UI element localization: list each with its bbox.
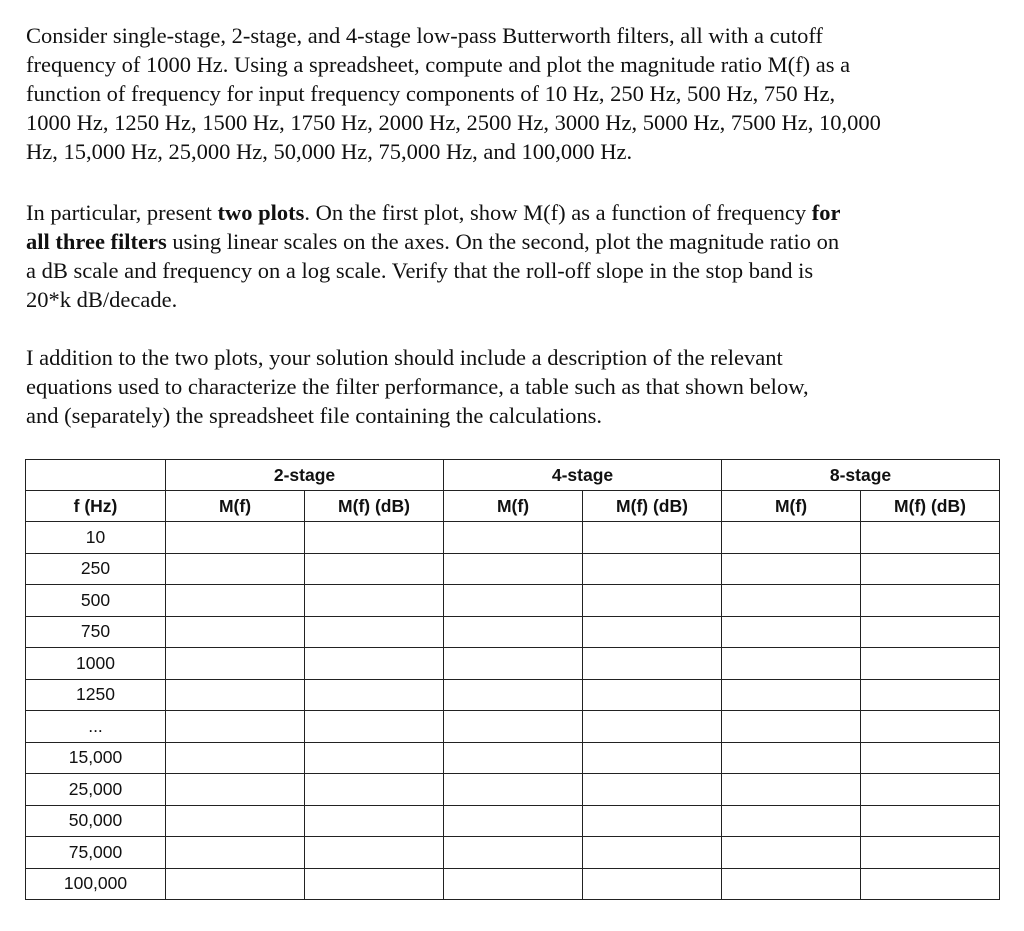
text-line — [26, 285, 841, 314]
empty-value-cell — [861, 742, 1000, 774]
empty-value-cell — [583, 774, 722, 806]
table-row — [26, 648, 1000, 680]
problem-paragraph-1 — [26, 21, 881, 166]
text-line — [26, 372, 809, 401]
empty-value-cell — [305, 648, 444, 680]
table-row — [26, 711, 1000, 743]
bold-text: two plots — [217, 200, 305, 225]
table-row — [26, 742, 1000, 774]
group-header-4-stage: 4-stage — [444, 460, 722, 491]
empty-value-cell — [722, 679, 861, 711]
frequency-cell: 1250 — [26, 679, 166, 711]
text-segment: using linear scales on the axes. On the second, plot the magnitude ratio on — [166, 229, 840, 254]
empty-value-cell — [444, 553, 583, 585]
table-row — [26, 805, 1000, 837]
empty-value-cell — [861, 868, 1000, 900]
empty-value-cell — [305, 616, 444, 648]
empty-value-cell — [722, 553, 861, 585]
empty-value-cell — [305, 522, 444, 554]
empty-value-cell — [861, 616, 1000, 648]
empty-value-cell — [305, 679, 444, 711]
empty-value-cell — [444, 679, 583, 711]
frequency-cell: 500 — [26, 585, 166, 617]
empty-value-cell — [722, 837, 861, 869]
mf-header: M(f) — [444, 491, 583, 522]
empty-value-cell — [444, 522, 583, 554]
text-segment: . On the first plot, show M(f) as a function of frequency — [304, 200, 812, 225]
empty-value-cell — [583, 805, 722, 837]
empty-value-cell — [166, 553, 305, 585]
empty-value-cell — [861, 522, 1000, 554]
empty-value-cell — [583, 711, 722, 743]
bold-text: for — [811, 200, 841, 225]
empty-value-cell — [583, 522, 722, 554]
text-segment: and (separately) the spreadsheet file containing the calculations. — [26, 403, 603, 428]
text-segment: a dB scale and frequency on a log scale. Verify that the roll-off slope in the stop band is — [26, 258, 814, 283]
frequency-cell: 750 — [26, 616, 166, 648]
group-header-row — [26, 460, 1000, 491]
text-segment: equations used to characterize the filter performance, a table such as that shown below, — [26, 374, 809, 399]
empty-value-cell — [444, 837, 583, 869]
table-row — [26, 868, 1000, 900]
text-line — [26, 227, 841, 256]
text-segment: In particular, present — [26, 200, 218, 225]
text-line — [26, 79, 881, 108]
freq-header: f (Hz) — [26, 491, 166, 522]
table-row — [26, 837, 1000, 869]
empty-value-cell — [305, 805, 444, 837]
empty-value-cell — [305, 742, 444, 774]
group-header-2-stage: 2-stage — [166, 460, 444, 491]
text-segment: Consider single-stage, 2-stage, and 4-stage low-pass Butterworth filters, all with a cutoff — [26, 23, 823, 48]
empty-value-cell — [166, 522, 305, 554]
empty-value-cell — [166, 585, 305, 617]
empty-value-cell — [305, 553, 444, 585]
frequency-cell: 25,000 — [26, 774, 166, 806]
empty-value-cell — [444, 774, 583, 806]
table-row — [26, 553, 1000, 585]
empty-value-cell — [861, 837, 1000, 869]
text-segment: frequency of 1000 Hz. Using a spreadsheet, compute and plot the magnitude ratio M(f) as a — [26, 52, 851, 77]
mf-db-header: M(f) (dB) — [305, 491, 444, 522]
empty-value-cell — [166, 648, 305, 680]
table-row — [26, 522, 1000, 554]
frequency-cell: 75,000 — [26, 837, 166, 869]
empty-value-cell — [444, 711, 583, 743]
empty-value-cell — [444, 648, 583, 680]
text-line — [26, 198, 841, 227]
table-row — [26, 679, 1000, 711]
empty-value-cell — [722, 711, 861, 743]
empty-value-cell — [305, 585, 444, 617]
empty-value-cell — [722, 585, 861, 617]
text-line — [26, 137, 881, 166]
empty-value-cell — [166, 616, 305, 648]
empty-value-cell — [305, 774, 444, 806]
frequency-cell: 1000 — [26, 648, 166, 680]
problem-paragraph-2 — [26, 198, 841, 314]
table-row — [26, 774, 1000, 806]
text-segment: 1000 Hz, 1250 Hz, 1500 Hz, 1750 Hz, 2000 Hz, 2500 Hz, 3000 Hz, 5000 Hz, 7500 Hz, 10,000 — [26, 110, 881, 135]
problem-paragraph-3 — [26, 343, 809, 430]
empty-value-cell — [166, 837, 305, 869]
frequency-cell: 50,000 — [26, 805, 166, 837]
text-line — [26, 21, 881, 50]
empty-header-cell — [26, 460, 166, 491]
text-line — [26, 108, 881, 137]
empty-value-cell — [305, 868, 444, 900]
empty-value-cell — [722, 868, 861, 900]
text-segment: I addition to the two plots, your solution should include a description of the relevant — [26, 345, 783, 370]
results-table — [25, 459, 1000, 900]
empty-value-cell — [444, 585, 583, 617]
table-row — [26, 585, 1000, 617]
empty-value-cell — [861, 585, 1000, 617]
mf-header: M(f) — [722, 491, 861, 522]
empty-value-cell — [305, 837, 444, 869]
empty-value-cell — [166, 711, 305, 743]
bold-text: all three filters — [26, 229, 167, 254]
column-header-row — [26, 491, 1000, 522]
empty-value-cell — [166, 868, 305, 900]
empty-value-cell — [583, 679, 722, 711]
empty-value-cell — [583, 868, 722, 900]
empty-value-cell — [166, 774, 305, 806]
frequency-cell: ... — [26, 711, 166, 743]
empty-value-cell — [444, 868, 583, 900]
frequency-cell: 250 — [26, 553, 166, 585]
empty-value-cell — [583, 585, 722, 617]
empty-value-cell — [861, 679, 1000, 711]
empty-value-cell — [722, 648, 861, 680]
text-line — [26, 401, 809, 430]
empty-value-cell — [861, 553, 1000, 585]
text-line — [26, 256, 841, 285]
empty-value-cell — [861, 774, 1000, 806]
text-line — [26, 50, 881, 79]
empty-value-cell — [861, 711, 1000, 743]
empty-value-cell — [861, 805, 1000, 837]
mf-header: M(f) — [166, 491, 305, 522]
empty-value-cell — [166, 679, 305, 711]
mf-db-header: M(f) (dB) — [861, 491, 1000, 522]
text-segment: Hz, 15,000 Hz, 25,000 Hz, 50,000 Hz, 75,000 Hz, and 100,000 Hz. — [26, 139, 633, 164]
empty-value-cell — [583, 616, 722, 648]
empty-value-cell — [583, 648, 722, 680]
empty-value-cell — [722, 805, 861, 837]
empty-value-cell — [861, 648, 1000, 680]
empty-value-cell — [722, 742, 861, 774]
table-row — [26, 616, 1000, 648]
empty-value-cell — [166, 805, 305, 837]
frequency-cell: 15,000 — [26, 742, 166, 774]
empty-value-cell — [305, 711, 444, 743]
empty-value-cell — [583, 837, 722, 869]
text-segment: function of frequency for input frequency components of 10 Hz, 250 Hz, 500 Hz, 750 Hz, — [26, 81, 836, 106]
empty-value-cell — [444, 805, 583, 837]
empty-value-cell — [444, 616, 583, 648]
frequency-cell: 100,000 — [26, 868, 166, 900]
empty-value-cell — [722, 522, 861, 554]
mf-db-header: M(f) (dB) — [583, 491, 722, 522]
frequency-cell: 10 — [26, 522, 166, 554]
text-line — [26, 343, 809, 372]
empty-value-cell — [722, 616, 861, 648]
empty-value-cell — [583, 742, 722, 774]
text-segment: 20*k dB/decade. — [26, 287, 178, 312]
empty-value-cell — [444, 742, 583, 774]
empty-value-cell — [583, 553, 722, 585]
empty-value-cell — [166, 742, 305, 774]
empty-value-cell — [722, 774, 861, 806]
group-header-8-stage: 8-stage — [722, 460, 1000, 491]
